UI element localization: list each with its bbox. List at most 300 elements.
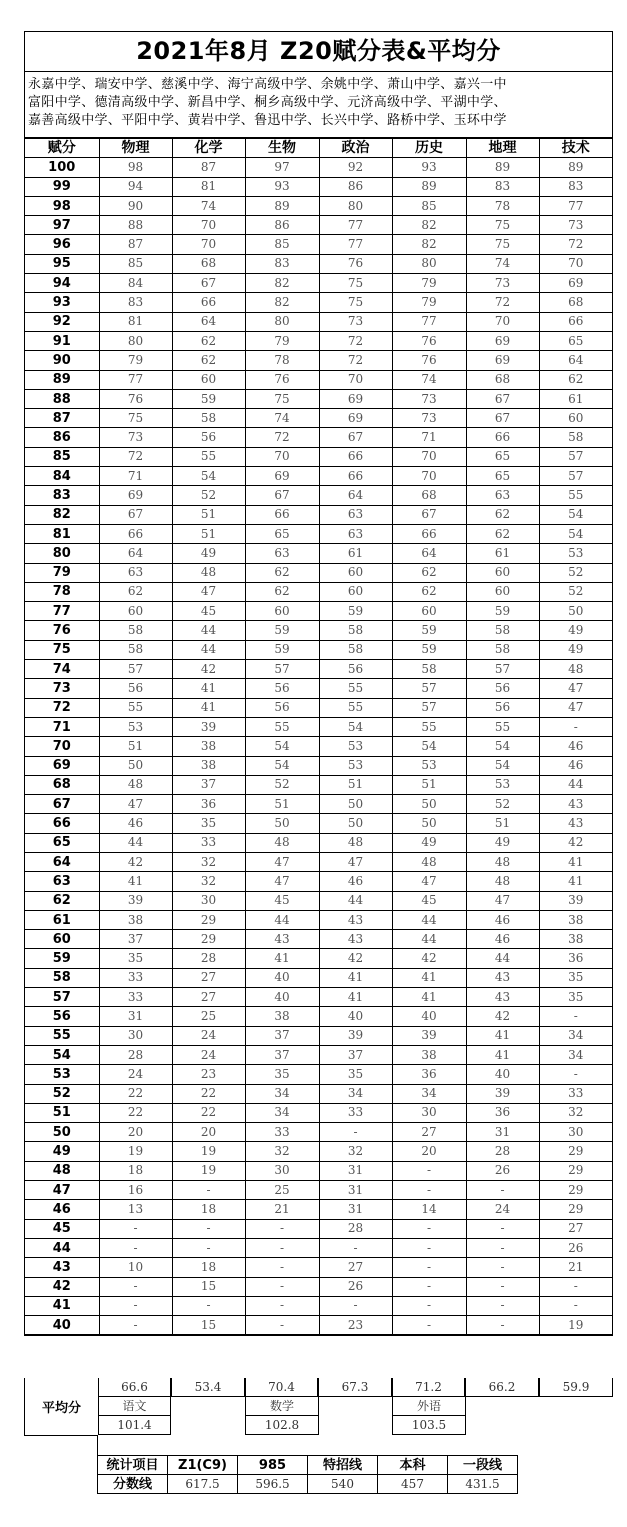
raw-score-cell: 25	[172, 1007, 245, 1026]
raw-score-cell: 72	[319, 351, 392, 370]
raw-score-cell: 55	[245, 717, 319, 736]
raw-score-cell: 44	[172, 621, 245, 640]
table-header-row	[25, 139, 612, 158]
raw-score-cell: 63	[319, 505, 392, 524]
raw-score-cell: 83	[99, 293, 172, 312]
raw-score-cell: 50	[245, 814, 319, 833]
raw-score-cell: 44	[99, 833, 172, 852]
table-row	[25, 640, 612, 659]
raw-score-cell: 57	[539, 467, 612, 486]
raw-score-cell: 72	[539, 235, 612, 254]
raw-score-cell: 75	[319, 293, 392, 312]
score-cell: 50	[25, 1123, 99, 1142]
raw-score-cell: 53	[99, 717, 172, 736]
raw-score-cell: 56	[245, 679, 319, 698]
raw-score-cell: 78	[245, 351, 319, 370]
raw-score-cell: 29	[172, 910, 245, 929]
raw-score-cell: 59	[172, 389, 245, 408]
raw-score-cell: 38	[245, 1007, 319, 1026]
raw-score-cell: 90	[99, 196, 172, 215]
raw-score-cell: -	[539, 1277, 612, 1296]
raw-score-cell: 76	[99, 389, 172, 408]
table-row	[25, 602, 612, 621]
raw-score-cell: -	[172, 1219, 245, 1238]
raw-score-cell: 47	[245, 852, 319, 871]
raw-score-cell: 41	[172, 679, 245, 698]
raw-score-cell: 30	[172, 891, 245, 910]
score-cell: 78	[25, 582, 99, 601]
school-line: 嘉善高级中学、平阳中学、黄岩中学、鲁迅中学、长兴中学、路桥中学、玉环中学	[28, 113, 507, 128]
score-cell: 67	[25, 795, 99, 814]
raw-score-cell: 29	[539, 1161, 612, 1180]
raw-score-cell: -	[539, 1065, 612, 1084]
raw-score-cell: 49	[392, 833, 466, 852]
raw-score-cell: 79	[392, 293, 466, 312]
raw-score-cell: 85	[99, 254, 172, 273]
score-cell: 47	[25, 1181, 99, 1200]
raw-score-cell: 63	[319, 524, 392, 543]
score-cell: 92	[25, 312, 99, 331]
raw-score-cell: 98	[99, 158, 172, 177]
raw-score-cell: 28	[172, 949, 245, 968]
raw-score-cell: 94	[99, 177, 172, 196]
raw-score-cell: 45	[245, 891, 319, 910]
average-value: 66.6	[98, 1378, 171, 1397]
raw-score-cell: 60	[392, 602, 466, 621]
table-row	[25, 775, 612, 794]
raw-score-cell: 92	[319, 158, 392, 177]
table-row	[25, 1200, 612, 1219]
raw-score-cell: 66	[172, 293, 245, 312]
raw-score-cell: 32	[539, 1103, 612, 1122]
table-row	[25, 1296, 612, 1315]
raw-score-cell: 70	[319, 370, 392, 389]
raw-score-cell: 54	[319, 717, 392, 736]
raw-score-cell: 60	[539, 409, 612, 428]
cutoff-table	[97, 1455, 518, 1494]
table-row	[25, 988, 612, 1007]
raw-score-cell: 40	[466, 1065, 539, 1084]
raw-score-cell: 65	[539, 331, 612, 350]
raw-score-cell: -	[99, 1277, 172, 1296]
raw-score-cell: 73	[539, 216, 612, 235]
raw-score-cell: 65	[245, 524, 319, 543]
raw-score-cell: 60	[466, 563, 539, 582]
raw-score-cell: 57	[539, 447, 612, 466]
raw-score-cell: 49	[466, 833, 539, 852]
raw-score-cell: 48	[392, 852, 466, 871]
raw-score-cell: 22	[172, 1103, 245, 1122]
stats-value: 540	[308, 1475, 378, 1494]
raw-score-cell: 43	[319, 930, 392, 949]
score-cell: 51	[25, 1103, 99, 1122]
raw-score-cell: 33	[172, 833, 245, 852]
math-average: 102.8	[245, 1416, 319, 1435]
raw-score-cell: -	[392, 1296, 466, 1315]
score-cell: 60	[25, 930, 99, 949]
raw-score-cell: 79	[392, 274, 466, 293]
raw-score-cell: 34	[319, 1084, 392, 1103]
raw-score-cell: -	[466, 1238, 539, 1257]
raw-score-cell: 73	[466, 274, 539, 293]
raw-score-cell: 78	[466, 196, 539, 215]
raw-score-cell: 64	[539, 351, 612, 370]
raw-score-cell: 40	[319, 1007, 392, 1026]
raw-score-cell: 30	[539, 1123, 612, 1142]
table-row	[25, 216, 612, 235]
raw-score-cell: 54	[539, 505, 612, 524]
raw-score-cell: 77	[539, 196, 612, 215]
score-table-sheet	[24, 31, 613, 1336]
score-cell: 79	[25, 563, 99, 582]
raw-score-cell: 54	[539, 524, 612, 543]
raw-score-cell: -	[245, 1238, 319, 1257]
raw-score-cell: 62	[466, 505, 539, 524]
raw-score-cell: 72	[466, 293, 539, 312]
score-cell: 59	[25, 949, 99, 968]
raw-score-cell: 69	[539, 274, 612, 293]
raw-score-cell: 51	[466, 814, 539, 833]
raw-score-cell: 46	[539, 737, 612, 756]
raw-score-cell: 38	[539, 930, 612, 949]
raw-score-cell: -	[539, 1296, 612, 1315]
raw-score-cell: 63	[466, 486, 539, 505]
raw-score-cell: 50	[392, 795, 466, 814]
average-value: 70.4	[245, 1378, 318, 1397]
average-value: 66.2	[465, 1378, 539, 1397]
table-row	[25, 254, 612, 273]
raw-score-cell: 23	[172, 1065, 245, 1084]
raw-score-cell: 76	[319, 254, 392, 273]
raw-score-cell: 29	[539, 1142, 612, 1161]
raw-score-cell: 18	[172, 1258, 245, 1277]
raw-score-cell: 46	[466, 930, 539, 949]
table-row	[25, 563, 612, 582]
raw-score-cell: 79	[245, 331, 319, 350]
raw-score-cell: 29	[539, 1181, 612, 1200]
raw-score-cell: 75	[466, 216, 539, 235]
raw-score-cell: 74	[172, 196, 245, 215]
raw-score-cell: 30	[99, 1026, 172, 1045]
raw-score-cell: 36	[172, 795, 245, 814]
raw-score-cell: 26	[539, 1238, 612, 1257]
average-value: 59.9	[539, 1378, 613, 1397]
raw-score-cell: 70	[466, 312, 539, 331]
table-row	[25, 1123, 612, 1142]
raw-score-cell: 22	[99, 1103, 172, 1122]
raw-score-cell: 73	[99, 428, 172, 447]
table-row	[25, 428, 612, 447]
raw-score-cell: 59	[466, 602, 539, 621]
raw-score-cell: 27	[319, 1258, 392, 1277]
table-row	[25, 524, 612, 543]
raw-score-cell: 41	[172, 698, 245, 717]
raw-score-cell: -	[466, 1277, 539, 1296]
raw-score-cell: 73	[319, 312, 392, 331]
raw-score-cell: 89	[245, 196, 319, 215]
raw-score-cell: 70	[172, 235, 245, 254]
score-cell: 61	[25, 910, 99, 929]
raw-score-cell: 43	[319, 910, 392, 929]
raw-score-cell: 70	[392, 447, 466, 466]
table-row	[25, 447, 612, 466]
raw-score-cell: 41	[466, 1026, 539, 1045]
raw-score-cell: 27	[172, 968, 245, 987]
raw-score-cell: 67	[172, 274, 245, 293]
raw-score-cell: -	[466, 1258, 539, 1277]
raw-score-cell: 42	[99, 852, 172, 871]
raw-score-cell: 24	[172, 1026, 245, 1045]
table-row	[25, 331, 612, 350]
table-row	[25, 910, 612, 929]
raw-score-cell: 20	[392, 1142, 466, 1161]
raw-score-cell: 89	[466, 158, 539, 177]
raw-score-cell: 31	[319, 1181, 392, 1200]
column-header: 物理	[99, 139, 172, 158]
raw-score-cell: 28	[319, 1219, 392, 1238]
raw-score-cell: 80	[245, 312, 319, 331]
raw-score-cell: 27	[539, 1219, 612, 1238]
raw-score-cell: 47	[99, 795, 172, 814]
raw-score-cell: 38	[392, 1045, 466, 1064]
raw-score-cell: 35	[245, 1065, 319, 1084]
raw-score-cell: 50	[319, 814, 392, 833]
raw-score-cell: 34	[245, 1084, 319, 1103]
score-cell: 87	[25, 409, 99, 428]
raw-score-cell: 62	[466, 524, 539, 543]
score-cell: 94	[25, 274, 99, 293]
raw-score-cell: 47	[172, 582, 245, 601]
english-average: 103.5	[392, 1416, 466, 1435]
raw-score-cell: 47	[539, 679, 612, 698]
raw-score-cell: 18	[99, 1161, 172, 1180]
raw-score-cell: 55	[539, 486, 612, 505]
raw-score-cell: 88	[99, 216, 172, 235]
score-cell: 58	[25, 968, 99, 987]
raw-score-cell: 74	[466, 254, 539, 273]
raw-score-cell: 85	[245, 235, 319, 254]
score-cell: 88	[25, 389, 99, 408]
column-header: 化学	[172, 139, 245, 158]
raw-score-cell: -	[172, 1181, 245, 1200]
table-row	[25, 814, 612, 833]
raw-score-cell: 68	[172, 254, 245, 273]
raw-score-cell: 51	[172, 505, 245, 524]
raw-score-cell: 62	[245, 563, 319, 582]
raw-score-cell: 44	[319, 891, 392, 910]
raw-score-cell: 43	[539, 795, 612, 814]
table-row	[25, 717, 612, 736]
table-row	[25, 544, 612, 563]
raw-score-cell: 48	[99, 775, 172, 794]
raw-score-cell: 14	[392, 1200, 466, 1219]
raw-score-cell: 54	[392, 737, 466, 756]
raw-score-cell: 45	[172, 602, 245, 621]
raw-score-cell: 52	[466, 795, 539, 814]
raw-score-cell: 20	[99, 1123, 172, 1142]
raw-score-cell: 10	[99, 1258, 172, 1277]
raw-score-cell: 39	[319, 1026, 392, 1045]
raw-score-cell: 42	[466, 1007, 539, 1026]
raw-score-cell: 60	[319, 582, 392, 601]
raw-score-cell: -	[392, 1219, 466, 1238]
score-cell: 56	[25, 1007, 99, 1026]
raw-score-cell: 75	[245, 389, 319, 408]
table-row	[25, 389, 612, 408]
raw-score-cell: 57	[99, 660, 172, 679]
raw-score-cell: 38	[172, 737, 245, 756]
raw-score-cell: -	[319, 1296, 392, 1315]
raw-score-cell: 33	[99, 988, 172, 1007]
raw-score-cell: -	[99, 1296, 172, 1315]
raw-score-cell: -	[245, 1219, 319, 1238]
score-cell: 84	[25, 467, 99, 486]
raw-score-cell: 64	[392, 544, 466, 563]
raw-score-cell: 57	[466, 660, 539, 679]
column-header: 赋分	[25, 139, 99, 158]
raw-score-cell: 44	[539, 775, 612, 794]
raw-score-cell: 58	[99, 640, 172, 659]
table-row	[25, 1219, 612, 1238]
raw-score-cell: 48	[319, 833, 392, 852]
raw-score-cell: 68	[392, 486, 466, 505]
page-title: 2021年8月 Z20赋分表&平均分	[25, 32, 612, 72]
table-row	[25, 660, 612, 679]
raw-score-cell: 56	[245, 698, 319, 717]
score-cell: 72	[25, 698, 99, 717]
stats-header: 本科	[378, 1456, 448, 1475]
table-row	[25, 158, 612, 177]
raw-score-cell: 54	[245, 756, 319, 775]
raw-score-cell: 60	[319, 563, 392, 582]
raw-score-cell: 43	[539, 814, 612, 833]
raw-score-cell: 24	[99, 1065, 172, 1084]
raw-score-cell: 39	[172, 717, 245, 736]
column-header: 技术	[539, 139, 612, 158]
stats-header: 一段线	[448, 1456, 518, 1475]
raw-score-cell: 48	[466, 852, 539, 871]
raw-score-cell: 62	[172, 331, 245, 350]
raw-score-cell: 38	[99, 910, 172, 929]
raw-score-cell: 55	[172, 447, 245, 466]
raw-score-cell: 37	[172, 775, 245, 794]
raw-score-cell: -	[392, 1258, 466, 1277]
raw-score-cell: 84	[99, 274, 172, 293]
raw-score-cell: 65	[466, 447, 539, 466]
raw-score-cell: 66	[99, 524, 172, 543]
column-header: 历史	[392, 139, 466, 158]
raw-score-cell: 44	[466, 949, 539, 968]
raw-score-cell: 29	[539, 1200, 612, 1219]
stats-value: 457	[378, 1475, 448, 1494]
raw-score-cell: 57	[392, 679, 466, 698]
raw-score-cell: 59	[392, 640, 466, 659]
raw-score-cell: 33	[319, 1103, 392, 1122]
raw-score-cell: 64	[99, 544, 172, 563]
raw-score-cell: 73	[392, 389, 466, 408]
raw-score-cell: 58	[99, 621, 172, 640]
raw-score-cell: 47	[466, 891, 539, 910]
score-cell: 57	[25, 988, 99, 1007]
raw-score-cell: 31	[99, 1007, 172, 1026]
raw-score-cell: 59	[319, 602, 392, 621]
table-row	[25, 409, 612, 428]
raw-score-cell: 35	[99, 949, 172, 968]
raw-score-cell: 69	[245, 467, 319, 486]
table-row	[25, 795, 612, 814]
raw-score-cell: 48	[466, 872, 539, 891]
score-cell: 43	[25, 1258, 99, 1277]
raw-score-cell: 58	[172, 409, 245, 428]
raw-score-cell: 75	[466, 235, 539, 254]
raw-score-cell: 28	[99, 1045, 172, 1064]
raw-score-cell: 35	[539, 968, 612, 987]
raw-score-cell: 57	[245, 660, 319, 679]
raw-score-cell: 35	[172, 814, 245, 833]
score-cell: 41	[25, 1296, 99, 1315]
raw-score-cell: 59	[245, 640, 319, 659]
raw-score-cell: 47	[319, 852, 392, 871]
raw-score-cell: 82	[392, 216, 466, 235]
score-cell: 97	[25, 216, 99, 235]
score-cell: 68	[25, 775, 99, 794]
raw-score-cell: 42	[172, 660, 245, 679]
score-cell: 64	[25, 852, 99, 871]
table-row	[25, 235, 612, 254]
raw-score-cell: 43	[466, 968, 539, 987]
raw-score-cell: 38	[172, 756, 245, 775]
raw-score-cell: 67	[466, 389, 539, 408]
raw-score-cell: 46	[99, 814, 172, 833]
raw-score-cell: 40	[392, 1007, 466, 1026]
stats-header: 985	[238, 1456, 308, 1475]
raw-score-cell: 61	[466, 544, 539, 563]
raw-score-cell: -	[172, 1296, 245, 1315]
stats-header: Z1(C9)	[168, 1456, 238, 1475]
score-cell: 99	[25, 177, 99, 196]
raw-score-cell: 70	[172, 216, 245, 235]
score-cell: 40	[25, 1316, 99, 1335]
score-cell: 53	[25, 1065, 99, 1084]
raw-score-cell: 69	[466, 331, 539, 350]
average-label: 平均分	[24, 1378, 98, 1436]
score-cell: 65	[25, 833, 99, 852]
raw-score-cell: 83	[245, 254, 319, 273]
raw-score-cell: 52	[539, 563, 612, 582]
raw-score-cell: 44	[172, 640, 245, 659]
raw-score-cell: 41	[319, 988, 392, 1007]
table-row	[25, 1316, 612, 1335]
raw-score-cell: 55	[392, 717, 466, 736]
raw-score-cell: 41	[319, 968, 392, 987]
table-row	[25, 949, 612, 968]
conversion-table	[25, 138, 612, 1335]
score-cell: 49	[25, 1142, 99, 1161]
raw-score-cell: 42	[392, 949, 466, 968]
raw-score-cell: 80	[99, 331, 172, 350]
raw-score-cell: 35	[319, 1065, 392, 1084]
raw-score-cell: 27	[392, 1123, 466, 1142]
raw-score-cell: 22	[99, 1084, 172, 1103]
score-cell: 89	[25, 370, 99, 389]
raw-score-cell: 72	[319, 331, 392, 350]
raw-score-cell: 39	[99, 891, 172, 910]
raw-score-cell: 55	[319, 679, 392, 698]
raw-score-cell: 70	[245, 447, 319, 466]
raw-score-cell: 86	[245, 216, 319, 235]
average-value: 71.2	[392, 1378, 465, 1397]
table-row	[25, 1026, 612, 1045]
